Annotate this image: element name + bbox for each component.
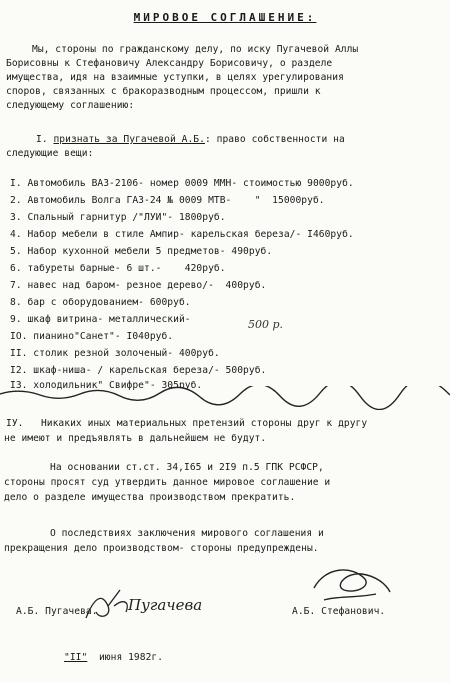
court-line-2: стороны просят суд утвердить данное мировое соглашение и [4,477,331,488]
section-1-heading: I. признать за Пугачевой А.Б.: право собственности на [36,134,345,145]
intro-line-3: имущества, идя на взаимные уступки, в целях урегулирования [6,72,344,83]
court-line-3: дело о разделе имущества производством прекратить. [4,492,296,503]
list-item: 5. Набор кухонной мебели 5 предметов- 490руб. [10,246,273,257]
section-4-line-2: не имеют и предъявлять в дальнейшем не будут. [4,433,267,444]
list-item-cut: I3. холодильник" Свифре"- 305руб. [10,380,203,391]
list-item: 2. Автомобиль Волга ГАЗ-24 № 0009 МТВ- " 15000руб. [10,195,325,206]
consequences-line-2: прекращения дело производством- стороны предупреждены. [4,543,319,554]
list-item: 3. Спальный гарнитур /"ЛУИ"- 1800руб. [10,212,226,223]
intro-line-1: Мы, стороны по гражданскому делу, по иску Пугачевой Аллы [32,44,359,55]
list-item: II. столик резной золоченый- 400руб. [10,348,220,359]
svg-text:Пугачева: Пугачева [128,596,203,614]
list-item: I2. шкаф-ниша- / карельская береза/- 500руб. [10,365,267,376]
signer-left-name: А.Б. Пугачева. [16,606,98,617]
consequences-line-1: О последствиях заключения мирового соглашения и [50,528,324,539]
list-item: 9. шкаф витрина- металлический- [10,314,191,325]
signature-left [80,584,230,626]
torn-edge [0,386,450,410]
list-item: 8. бар с оборудованием- 600руб. [10,297,191,308]
section-4-line-1: IУ. Никаких иных материальных претензий стороны друг к другу [6,418,368,429]
list-item: IO. пианино"Санет"- I040руб. [10,331,174,342]
intro-line-4: споров, связанных с бракоразводным процессом, пришли к [6,86,321,97]
intro-line-2: Борисовны к Стефановичу Александру Борисовичу, о разделе [6,58,333,69]
signature-date: "II" июня 1982г. [64,652,164,663]
signature-right [306,560,396,610]
intro-line-5: следующему соглашению: [6,100,135,111]
list-item: 4. Набор мебели в стиле Ампир- карельская береза/- I460руб. [10,229,354,240]
section-1-line-2: следующие вещи: [6,148,94,159]
handwritten-price-note: 500 р. [248,318,284,331]
signer-right-name: А.Б. Стефанович. [292,606,386,617]
court-line-1: На основании ст.ст. 34,I65 и 2I9 п.5 ГПК РСФСР, [50,462,324,473]
list-item: 7. навес над баром- резное дерево/- 400руб. [10,280,267,291]
document-title: МИРОВОЕ СОГЛАШЕНИЕ: [133,11,317,24]
list-item: 6. табуреты барные- 6 шт.- 420руб. [10,263,226,274]
list-item: I. Автомобиль ВАЗ-2106- номер 0009 ММН- стоимостью 9000руб. [10,178,354,189]
